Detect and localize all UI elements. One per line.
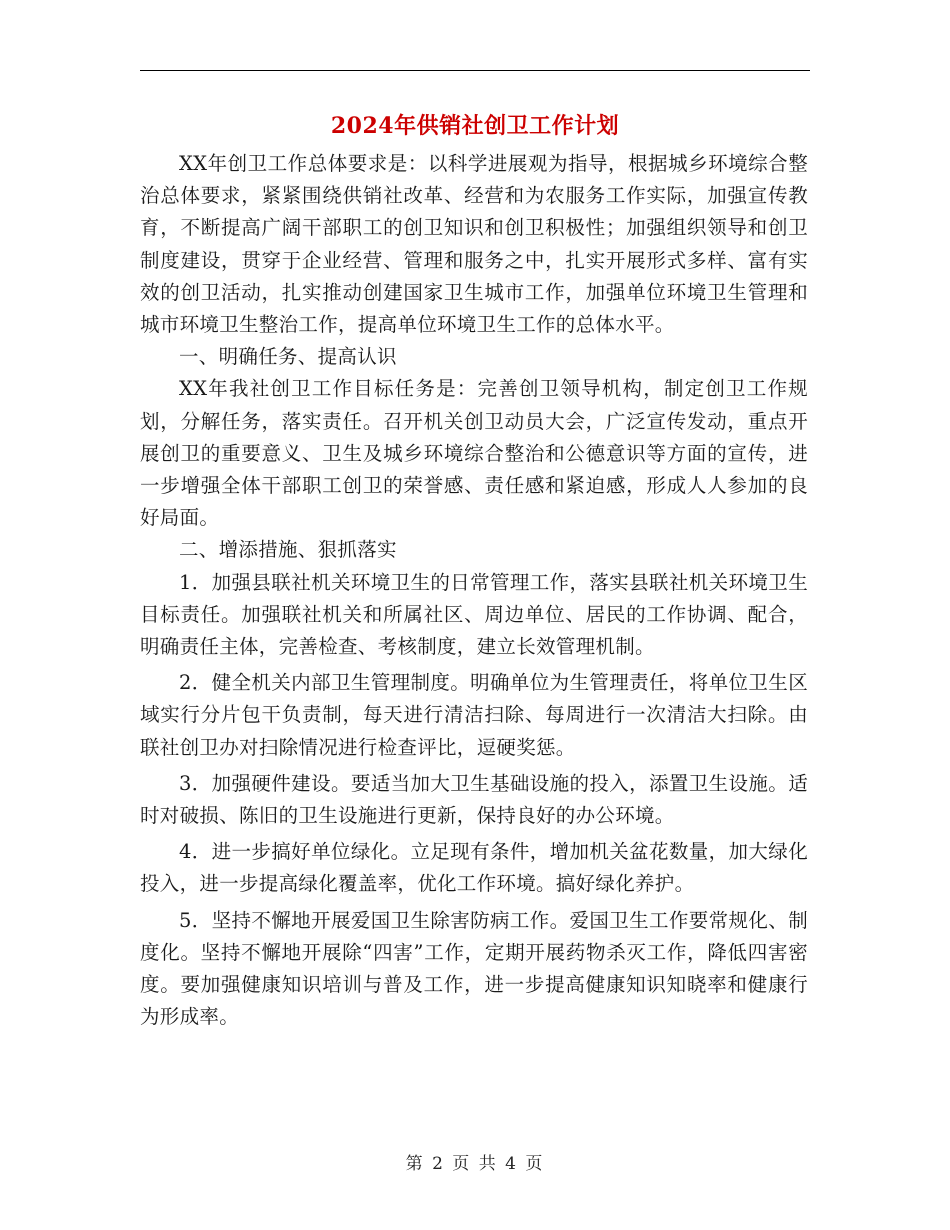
list-item-5: 5．坚持不懈地开展爱国卫生除害防病工作。爱国卫生工作要常规化、制度化。坚持不懈地开展除“四害”工作，定期开展药物杀灭工作，降低四害密度。要加强健康知识培训与普及工作，进一步提高健康知识知晓率和健康行为形成率。 xyxy=(140,908,808,1029)
list-item-3: 3．加强硬件建设。要适当加大卫生基础设施的投入，添置卫生设施。适时对破损、陈旧的卫生设施进行更新，保持良好的办公环境。 xyxy=(140,771,808,828)
paragraph-section-1: XX年我社创卫工作目标任务是：完善创卫领导机构，制定创卫工作规划，分解任务，落实责任。召开机关创卫动员大会，广泛宣传发动，重点开展创卫的重要意义、卫生及城乡环境综合整治和公德意识等方面的宣传，进一步增强全体干部职工创卫的荣誉感、责任感和紧迫感，形成人人参加的良好局面。 xyxy=(140,377,808,530)
document-body xyxy=(140,148,808,1033)
page-number-footer: 第 2 页 共 4 页 xyxy=(405,1154,545,1174)
list-item-1: 1．加强县联社机关环境卫生的日常管理工作，落实县联社机关环境卫生目标责任。加强联社机关和所属社区、周边单位、居民的工作协调、配合，明确责任主体，完善检查、考核制度，建立长效管理机制。 xyxy=(140,570,808,659)
document-title: 2024年供销社创卫工作计划 xyxy=(330,113,620,139)
list-item-4: 4．进一步搞好单位绿化。立足现有条件，增加机关盆花数量，加大绿化投入，进一步提高绿化覆盖率，优化工作环境。搞好绿化养护。 xyxy=(140,840,808,896)
paragraph-intro: XX年创卫工作总体要求是：以科学进展观为指导，根据城乡环境综合整治总体要求，紧紧围绕供销社改革、经营和为农服务工作实际，加强宣传教育，不断提高广阔干部职工的创卫知识和创卫积极性；加强组织领导和创卫制度建设，贯穿于企业经营、管理和服务之中，扎实开展形式多样、富有实效的创卫活动，扎实推动创建国家卫生城市工作，加强单位环境卫生管理和城市环境卫生整治工作，提高单位环境卫生工作的总体水平。 xyxy=(140,152,808,337)
header-rule xyxy=(140,70,810,71)
list-item-2: 2．健全机关内部卫生管理制度。明确单位为生管理责任，将单位卫生区域实行分片包干负责制，每天进行清洁扫除、每周进行一次清洁大扫除。由联社创卫办对扫除情况进行检查评比，逗硬奖惩。 xyxy=(140,671,808,759)
section-heading-1: 一、明确任务、提高认识 xyxy=(179,345,397,369)
section-heading-2: 二、增添措施、狠抓落实 xyxy=(179,538,397,562)
